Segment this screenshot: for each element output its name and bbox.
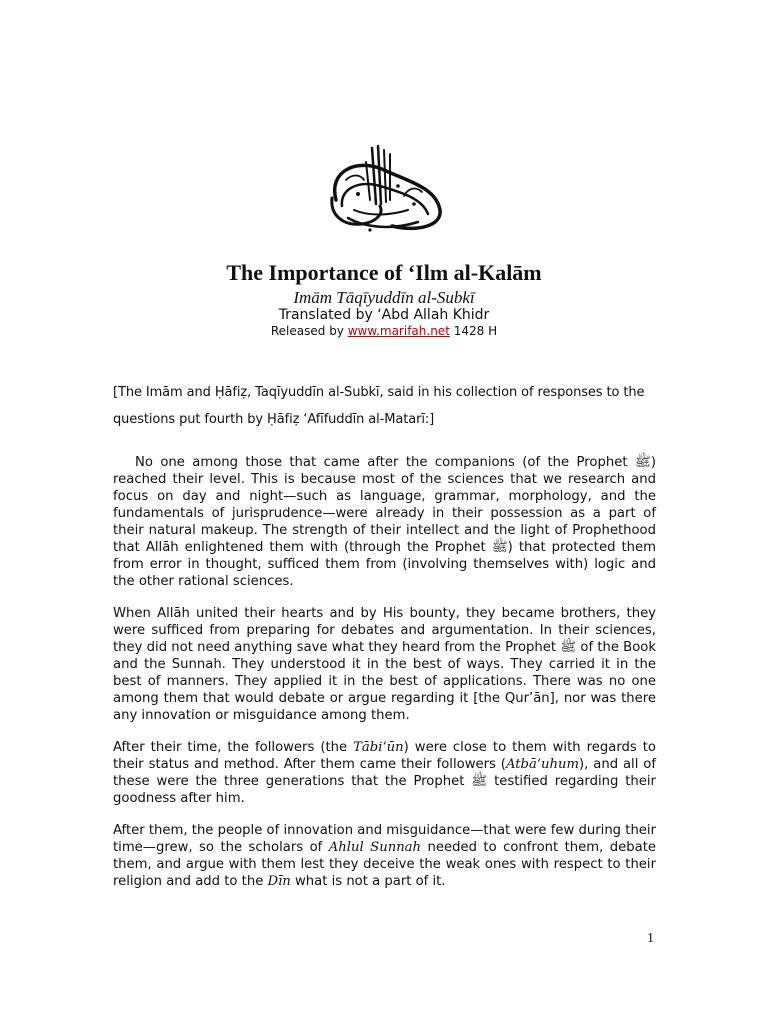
marifah-link[interactable]: www.marifah.net [347, 324, 450, 338]
paragraph-4-part-c: what is not a part of it. [290, 874, 446, 889]
paragraph-3-part-c: ), and all of these were the three generations that the Prophet ﷺ testified regarding their goodness after him. [113, 757, 656, 806]
intro-note: [The Imām and Ḥāfiẓ, Taqīyuddīn al-Subkī, said in his collection of responses to the questions put fourth by Ḥāfiẓ ‘Afīfuddīn al-Matarī:] [113, 385, 645, 427]
paragraph-4-part-b: needed to confront them, debate them, and argue with them lest they deceive the weak ones with respect to their religion and add to the [113, 840, 656, 889]
term-ahlul-sunnah: Ahlul Sunnah [328, 840, 422, 855]
document-title: The Importance of ‘Ilm al-Kalām [226, 260, 542, 285]
body-text [113, 454, 656, 905]
paragraph-1: No one among those that came after the companions (of the Prophet ﷺ) reached their level. This is because most of the sciences that we research and focus on day and night—such as language, grammar, morphology, and the fundamentals of jurisprudence—were already in their possession as a part of their natural makeup. The strength of their intellect and the light of Prophethood that Allāh enlightened them with (through the Prophet ﷺ) that protected them from error in thought, sufficed them from (involving themselves with) logic and the other rational sciences. [113, 455, 656, 589]
paragraph-2: When Allāh united their hearts and by His bounty, they became brothers, they were sufficed from preparing for debates and argumentation. In their sciences, they did not need anything save what they heard from the Prophet ﷺ of the Book and the Sunnah. They understood it in the best of ways. They carried it in the best of manners. They applied it in the best of applications. There was no one among them that would debate or argue regarding it [the Qur’ān], nor was there any innovation or misguidance among them. [113, 606, 657, 723]
paragraph-4-part-a: After them, the people of innovation and misguidance—that were few during their time—grew, so the scholars of [113, 823, 656, 855]
paragraph-3-part-a: After their time, the followers (the [113, 740, 354, 755]
translator-credit: Translated by ‘Abd Allah Khidr [278, 307, 490, 323]
release-year: 1428 H [449, 324, 498, 338]
term-atbauhum: Atbā‘uhum [505, 757, 580, 772]
paragraph-4 [113, 822, 656, 890]
paragraph-3-part-b: ) were close to them with regards to their status and method. After them came their followers ( [113, 740, 656, 772]
paragraph-3 [113, 739, 656, 807]
page-number: 1 [647, 931, 654, 946]
term-tabiun: Tābi‘ūn [353, 740, 404, 755]
term-din: Dīn [267, 874, 291, 889]
author-name: Imām Tāqīyuddīn al-Subkī [293, 288, 475, 307]
basmala-calligraphy-icon [318, 140, 450, 240]
release-prefix: Released by [270, 324, 348, 338]
release-credit [0, 323, 768, 339]
